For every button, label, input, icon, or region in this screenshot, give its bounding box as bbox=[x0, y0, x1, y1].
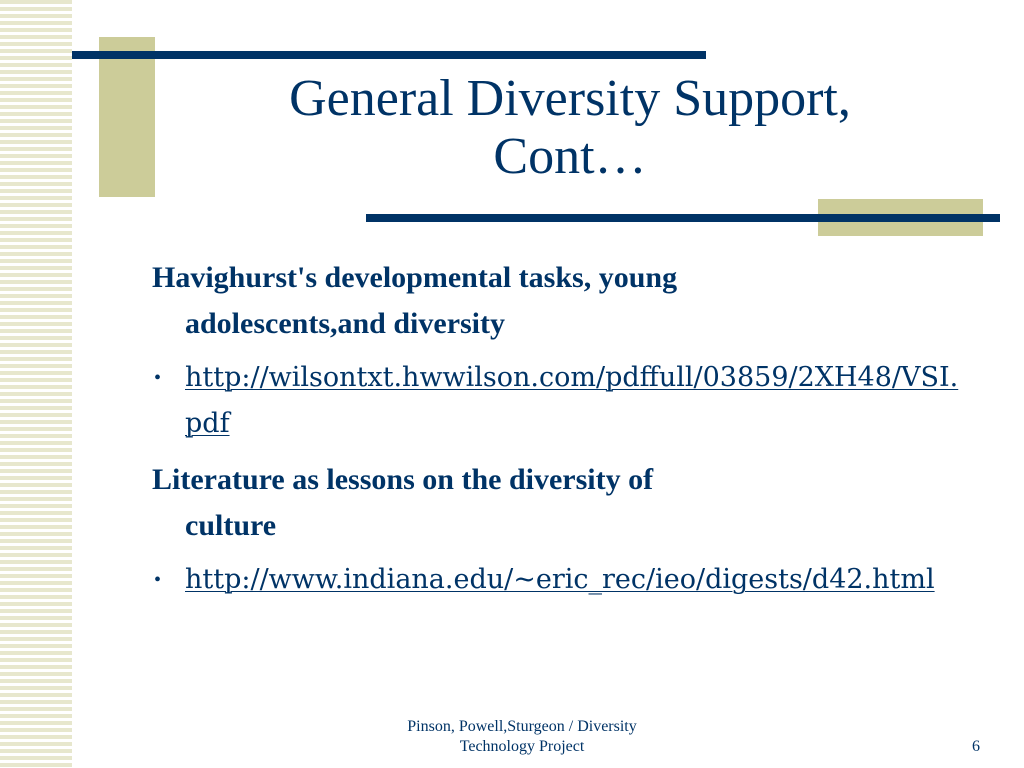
topic-heading-havighurst-line-1: Havighurst's developmental tasks, young bbox=[152, 261, 678, 294]
slide-title-line-1: General Diversity Support, bbox=[289, 70, 851, 127]
link-havighurst-pdf[interactable]: http://wilsontxt.hwwilson.com/pdffull/03859/2XH48/VSI.pdf bbox=[185, 362, 959, 439]
topic-heading-havighurst bbox=[152, 255, 972, 347]
bullet-icon: • bbox=[154, 569, 162, 591]
topic-heading-literature-line-1: Literature as lessons on the diversity of bbox=[152, 463, 654, 496]
left-stripe-decoration bbox=[0, 0, 72, 768]
title-rule-top bbox=[72, 51, 706, 59]
link-indiana-digest[interactable]: http://www.indiana.edu/~eric_rec/ieo/digests/d42.html bbox=[185, 564, 935, 595]
slide-body bbox=[152, 255, 972, 613]
bullet-icon: • bbox=[154, 367, 162, 389]
slide-title bbox=[200, 70, 940, 186]
bullet-item-havighurst-link bbox=[152, 355, 972, 447]
topic-heading-havighurst-line-2: adolescents,and diversity bbox=[185, 307, 506, 340]
footer-line-1: Pinson, Powell,Sturgeon / Diversity bbox=[407, 718, 637, 735]
title-accent-block-left bbox=[99, 37, 155, 197]
topic-heading-literature-line-2: culture bbox=[185, 509, 277, 542]
topic-heading-literature bbox=[152, 457, 972, 549]
bullet-item-literature-link bbox=[152, 557, 972, 603]
title-rule-bottom bbox=[366, 214, 1000, 222]
slide-footer bbox=[362, 717, 682, 757]
footer-line-2: Technology Project bbox=[459, 738, 585, 755]
page-number: 6 bbox=[972, 738, 980, 755]
slide-title-line-2: Cont… bbox=[493, 128, 647, 185]
